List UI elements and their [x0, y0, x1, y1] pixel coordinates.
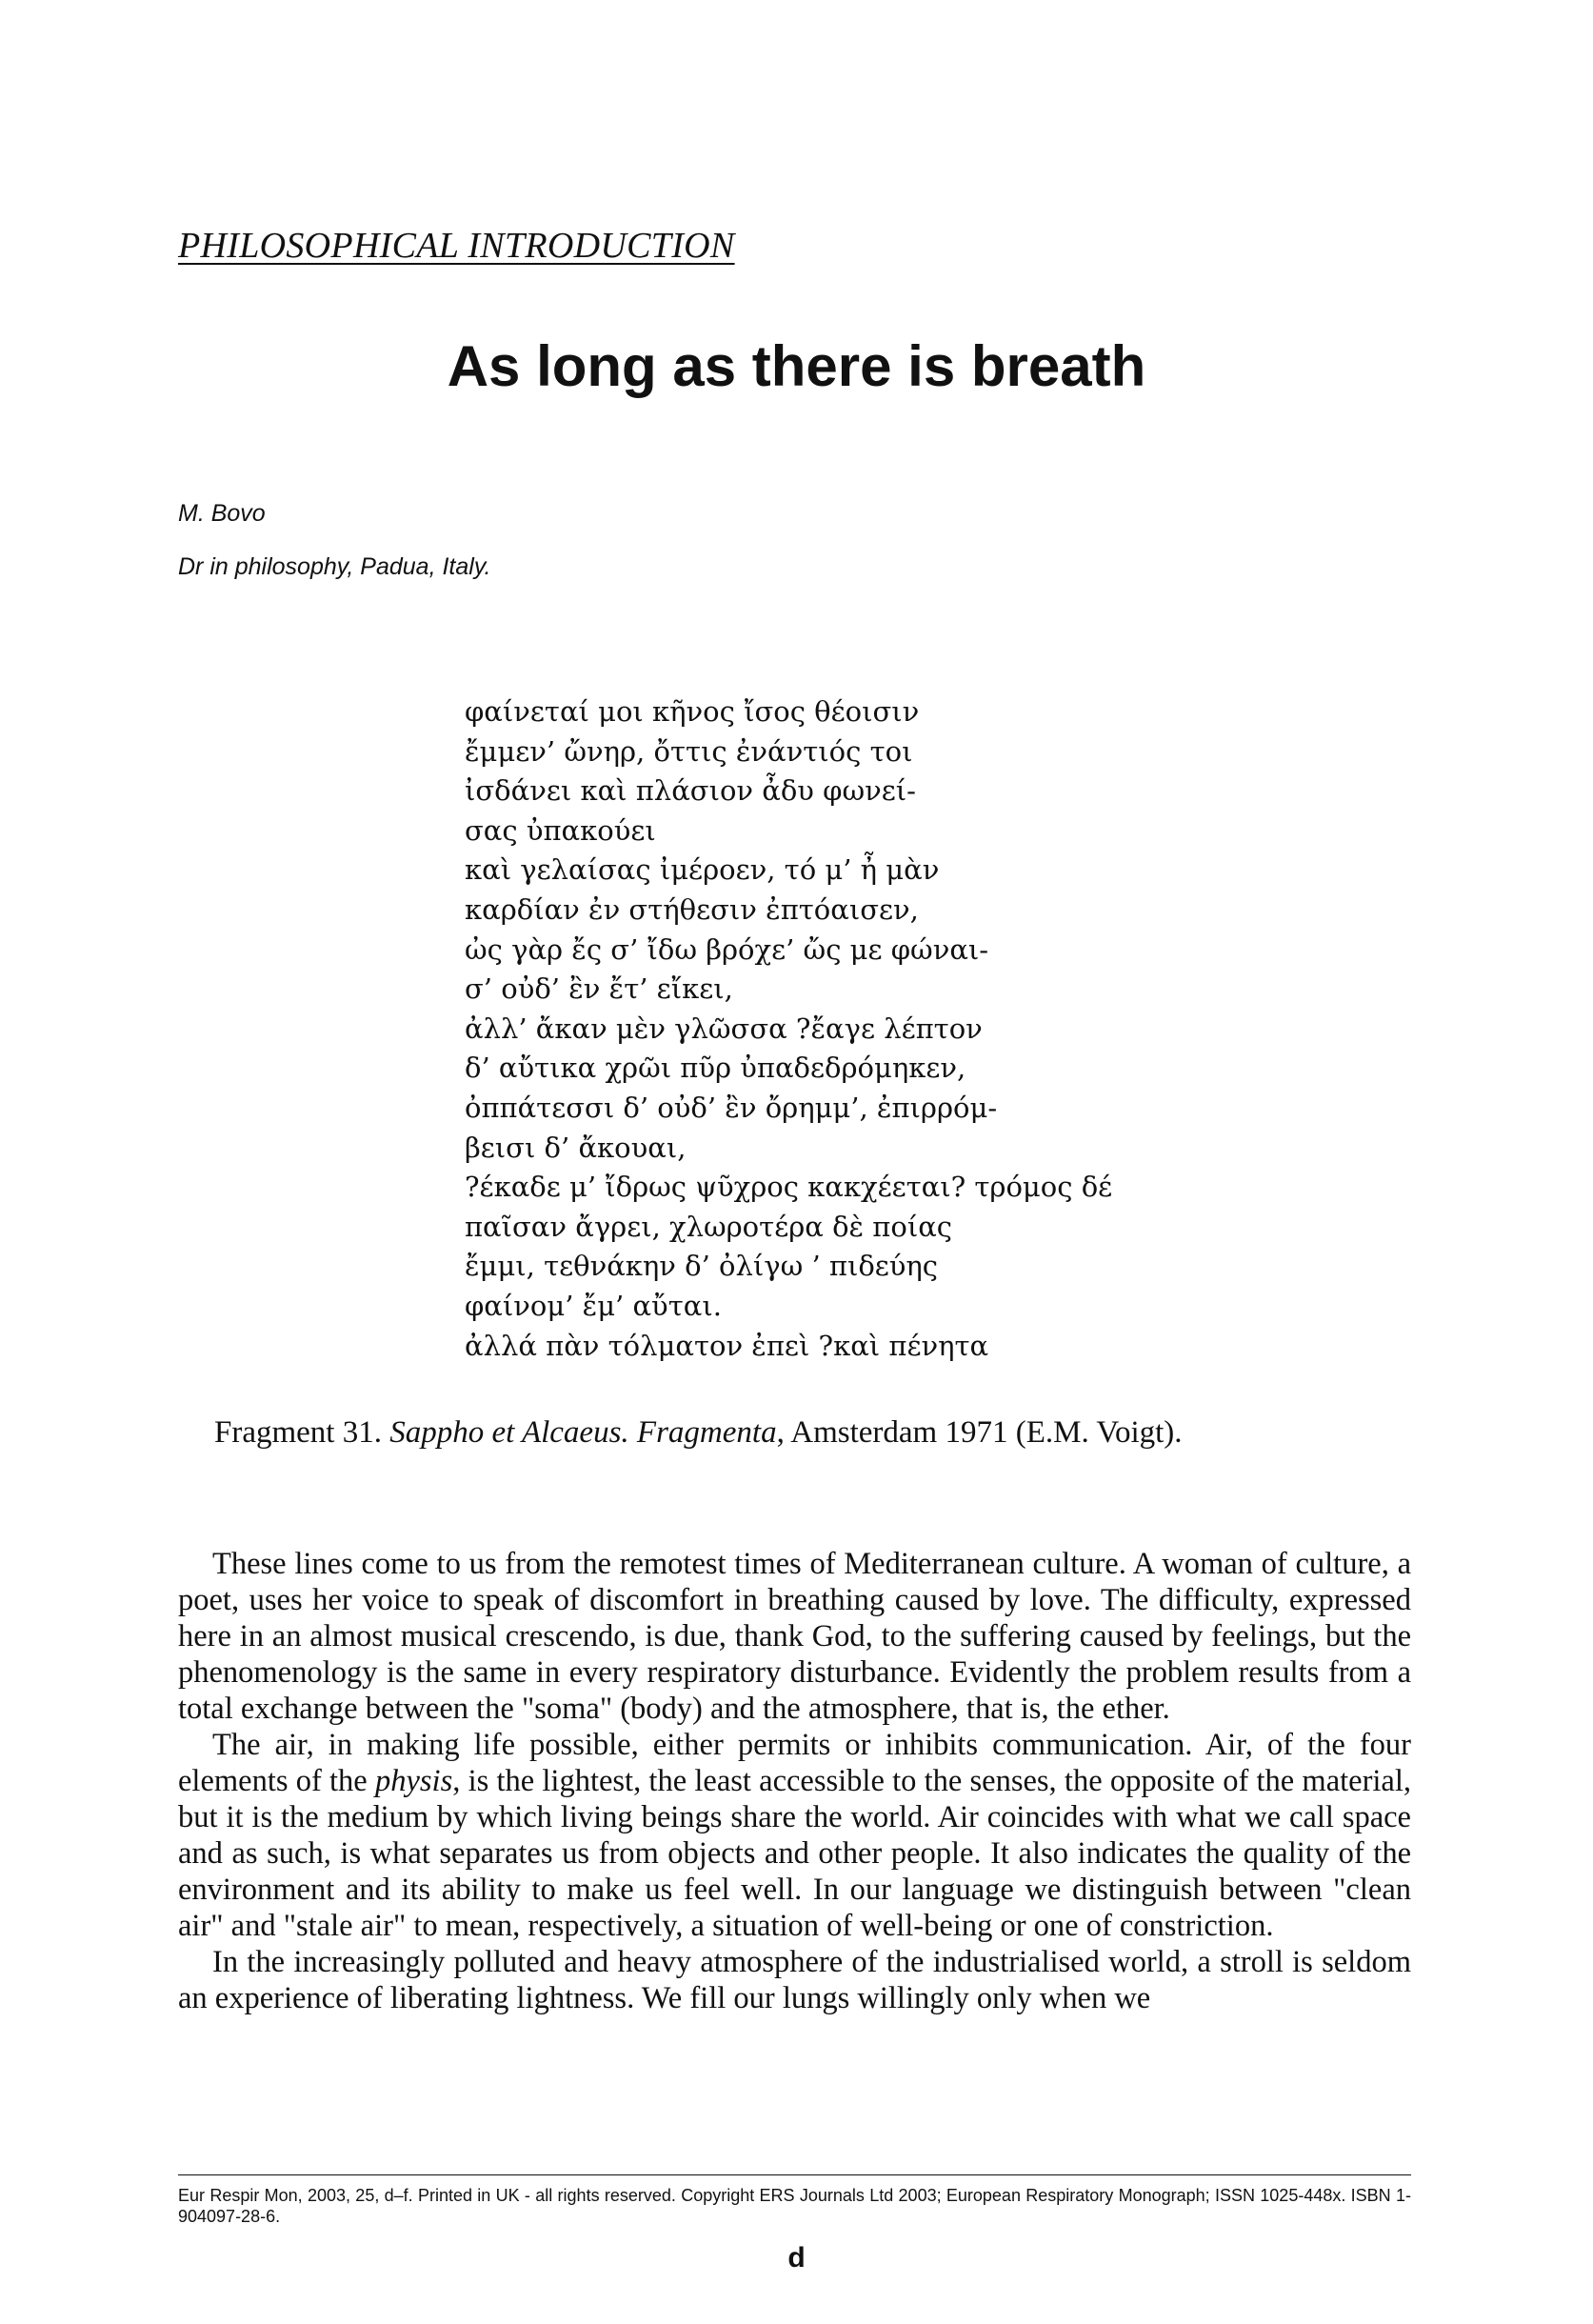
body-text [178, 1546, 1411, 2016]
page-number: d [787, 2242, 806, 2274]
poem-line: παῖσαν ἄγρει, χλωροτέρα δὲ ποίας [465, 1210, 953, 1243]
physis-term: physis [374, 1764, 453, 1798]
poem-line: καρδίαν ἐν στήθεσιν ἐπτόαισεν, [465, 892, 919, 926]
poem-line: σας ὐπακούει [465, 813, 656, 847]
poem-line: δ’ αὔτικα χρῶι πῦρ ὐπαδεδρόμηκεν, [465, 1052, 966, 1085]
poem-line: ὀππάτεσσι δ’ οὐδ’ ἒν ὄρημμ’, ἐπιρρόμ- [465, 1091, 998, 1124]
footer-citation: Eur Respir Mon, 2003, 25, d–f. Printed in UK - all rights reserved. Copyright ERS Journals Ltd 2003; European Respiratory Monograph; ISSN 1025-448x. ISBN 1-904097-28-6. [178, 2186, 1411, 2226]
citation-suffix: , Amsterdam 1971 (E.M. Voigt). [776, 1415, 1183, 1450]
poem-citation [214, 1415, 1183, 1451]
poem-line: ?έκαδε μ’ ἴδρως ψῦχρος κακχέεται? τρόμος δέ [465, 1171, 1113, 1204]
poem-line: ἀλλ’ ἄκαν μὲν γλῶσσα ?ἔαγε λέπτον [465, 1012, 983, 1045]
paragraph-3: In the increasingly polluted and heavy atmosphere of the industrialised world, a stroll is seldom an experience of liberating lightness. We fill our lungs willingly only when we [178, 1945, 1411, 2015]
footer-divider [178, 2174, 1411, 2175]
poem-line: βεισι δ’ ἄκουαι, [465, 1131, 687, 1164]
poem-line: ἀλλά πὰν τόλματον ἐπεὶ ?καὶ πένητα [465, 1329, 989, 1362]
poem-line: ἔμμεν’ ὤνηρ, ὄττις ἐνάντιός τοι [465, 734, 913, 768]
poem-line: σ’ οὐδ’ ἒν ἔτ’ εἴκει, [465, 972, 733, 1006]
section-label: PHILOSOPHICAL INTRODUCTION [178, 226, 735, 266]
citation-work-title: Sappho et Alcaeus. Fragmenta [389, 1415, 777, 1450]
paragraph-2-start: The air, in making life possible, either permits or inhibits communication. Air, of the four elements of the [178, 1728, 1411, 1798]
paragraph-2 [178, 1727, 1411, 1944]
poem-line: ὠς γὰρ ἔς σ’ ἴδω βρόχε’ ὤς με φώναι- [465, 932, 989, 966]
citation-prefix: Fragment 31. [214, 1415, 390, 1450]
author-name: M. Bovo [178, 500, 266, 527]
greek-poem [465, 692, 1112, 1366]
poem-line: φαίνεταί μοι κῆνος ἴσος θέοισιν [465, 695, 920, 728]
poem-line: ἔμμι, τεθνάκην δ’ ὀλίγω ’ πιδεύης [465, 1250, 939, 1283]
poem-line: καὶ γελαίσας ἰμέροεν, τό μ’ ἦ μὰν [465, 853, 940, 887]
paragraph-2-rest: , is the lightest, the least accessible to the senses, the opposite of the material, but it is the medium by which living beings share the world. Air coincides with what we call space and as such, is what separates us from objects and other people. It also indicates the quality of the environment and its ability to make us feel well. In our language we distinguish between "clean air" and "stale air" to mean, respectively, a situation of well-being or one of constriction. [178, 1764, 1412, 1943]
author-affiliation: Dr in philosophy, Padua, Italy. [178, 553, 491, 580]
paragraph-1: These lines come to us from the remotest times of Mediterranean culture. A woman of culture, a poet, uses her voice to speak of discomfort in breathing caused by love. The difficulty, expressed here in an almost musical crescendo, is due, thank God, to the suffering caused by feelings, but the phenomenology is the same in every respiratory disturbance. Evidently the problem results from a total exchange between the "soma" (body) and the atmosphere, that is, the ether. [178, 1547, 1411, 1726]
poem-line: ἰσδάνει καὶ πλάσιον ἆδυ φωνεί- [465, 774, 916, 808]
poem-line: φαίνομ’ ἔμ’ αὔται. [465, 1289, 722, 1322]
article-title: As long as there is breath [447, 334, 1146, 398]
